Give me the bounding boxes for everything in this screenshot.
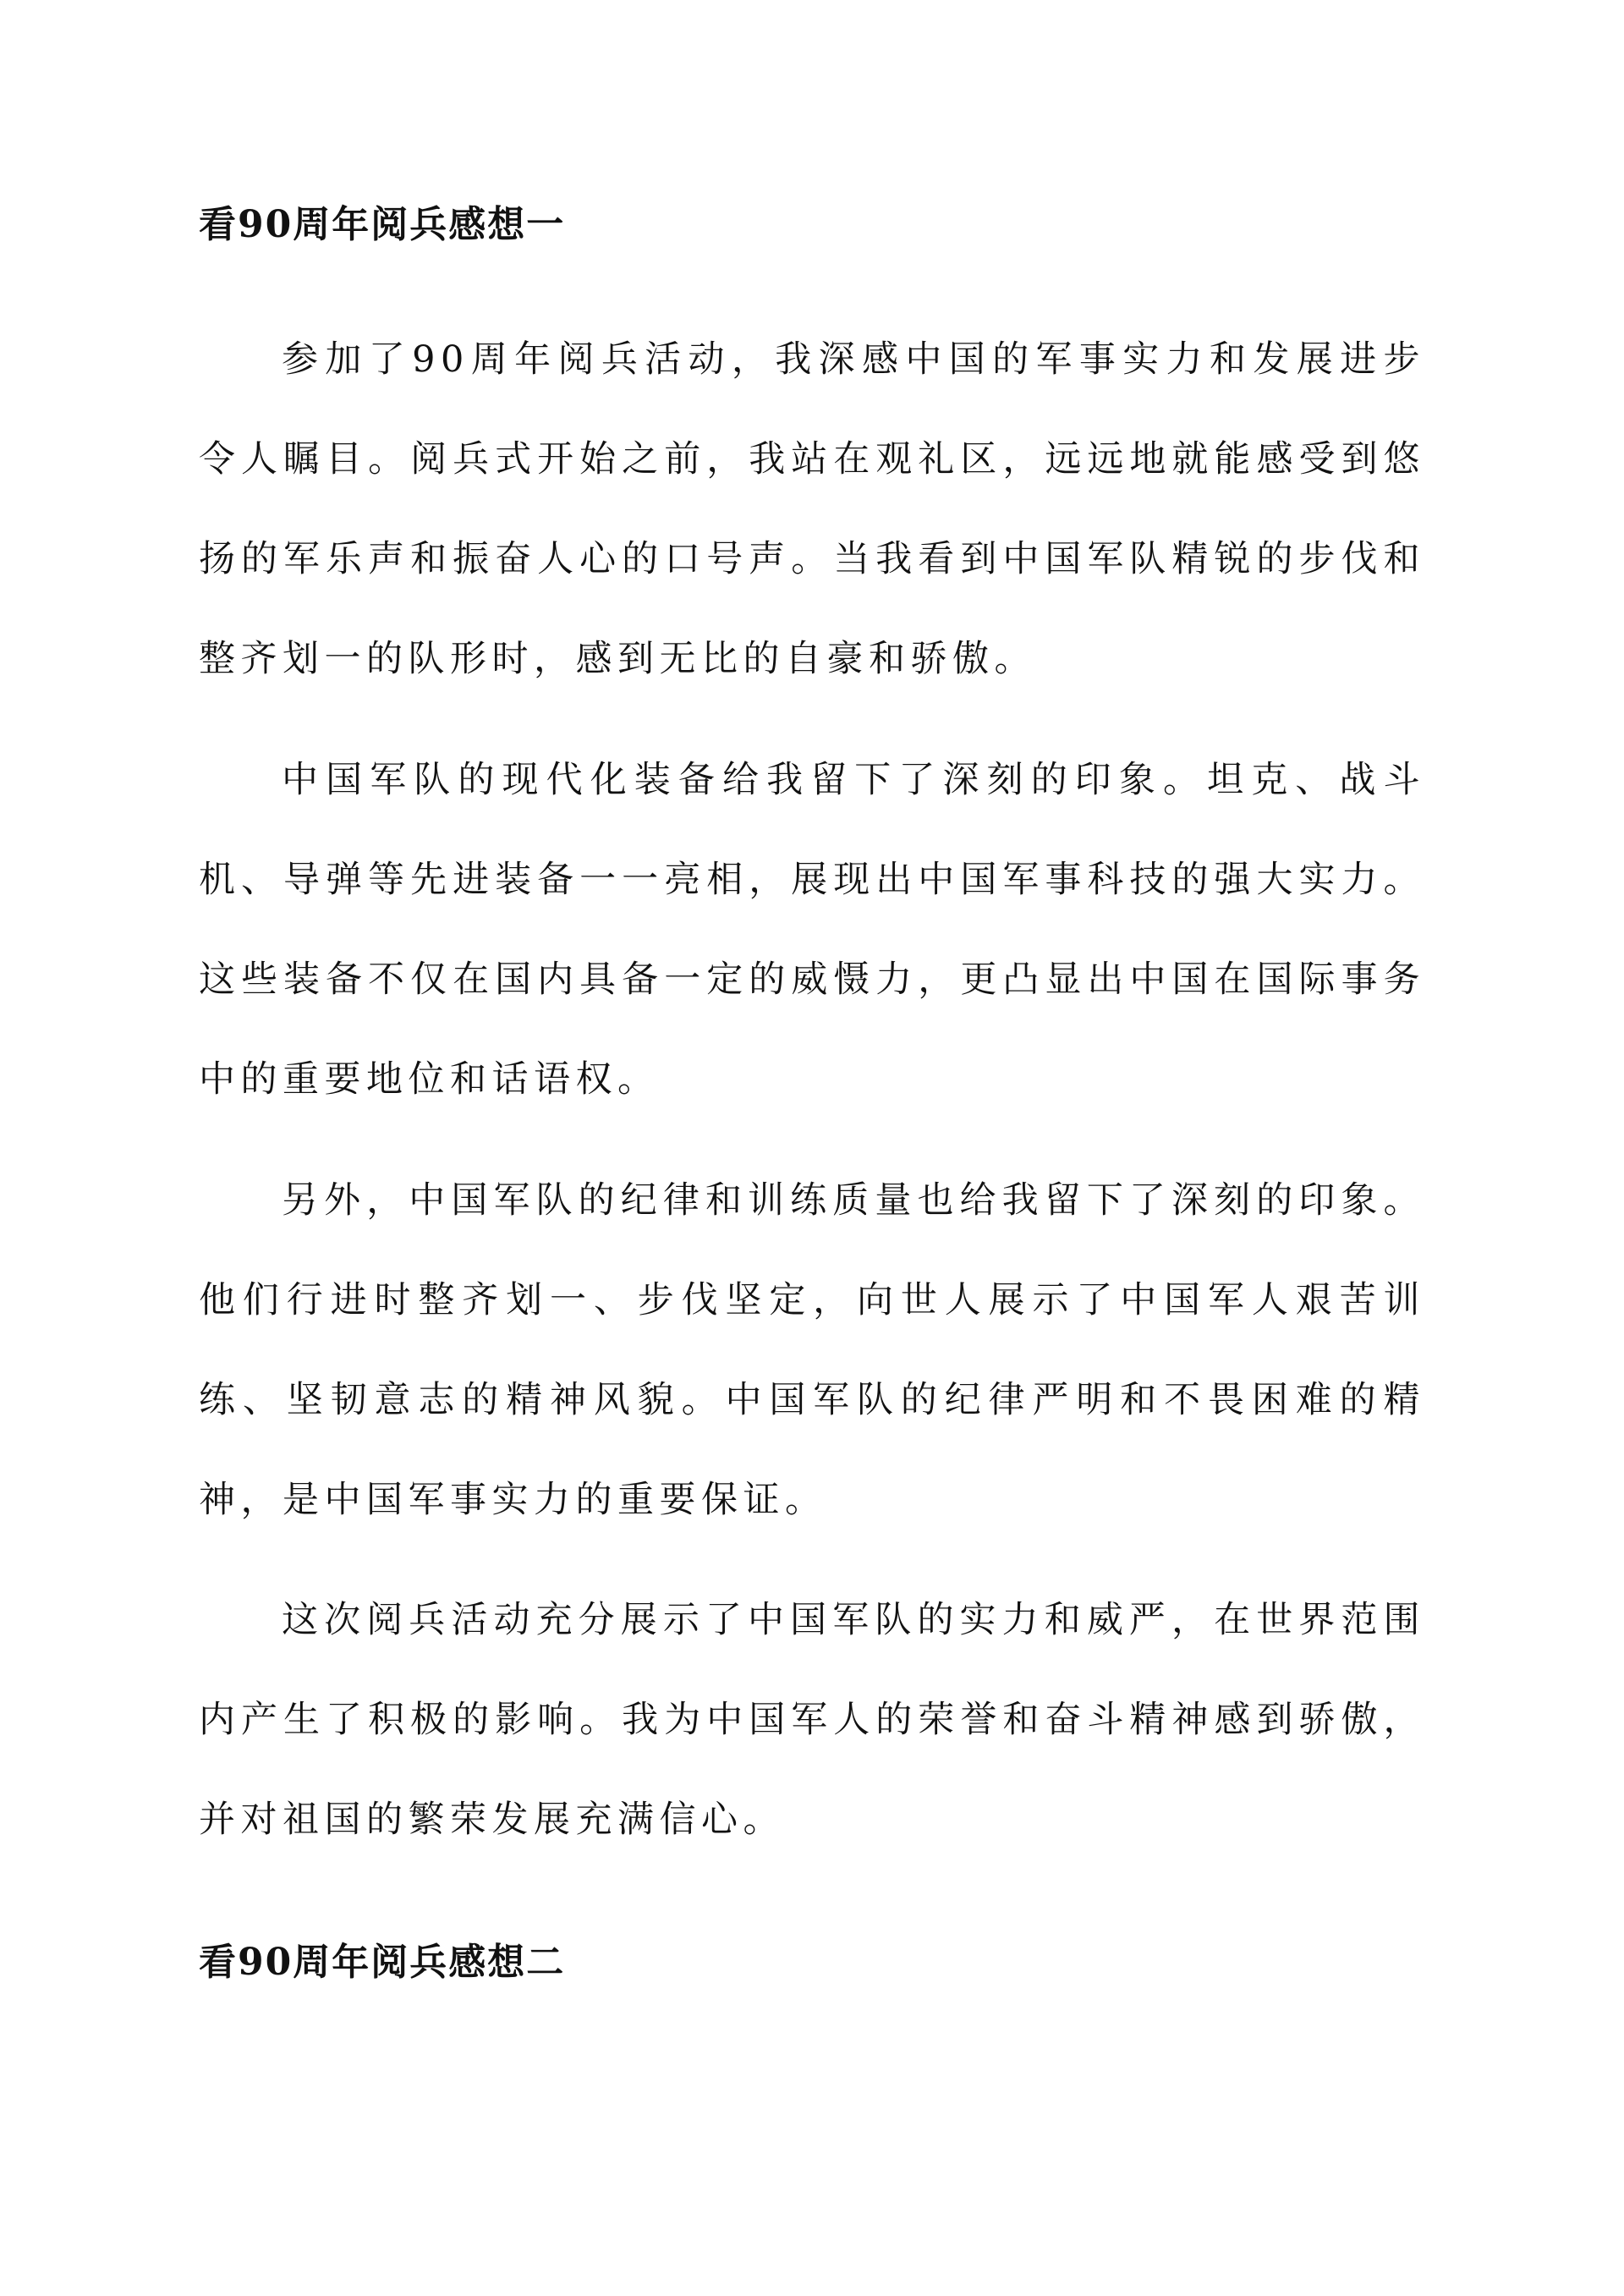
section-title-2: 看90周年阅兵感想二 [199, 1941, 566, 1984]
paragraph-4: 这次阅兵活动充分展示了中国军队的实力和威严，在世界范围内产生了积极的影响。我为中国军人的荣誉和奋斗精神感到骄傲，并对祖国的繁荣发展充满信心。 [199, 1599, 1425, 1841]
paragraph-3: 另外，中国军队的纪律和训练质量也给我留下了深刻的印象。他们行进时整齐划一、步伐坚定，向世人展示了中国军人艰苦训练、坚韧意志的精神风貌。中国军队的纪律严明和不畏困难的精神，是中国军事实力的重要保证。 [199, 1179, 1425, 1521]
paragraph-2: 中国军队的现代化装备给我留下了深刻的印象。坦克、战斗机、导弹等先进装备一一亮相，展现出中国军事科技的强大实力。这些装备不仅在国内具备一定的威慑力，更凸显出中国在国际事务中的重要地位和话语权。 [199, 759, 1425, 1101]
paragraph-1: 参加了90周年阅兵活动，我深感中国的军事实力和发展进步令人瞩目。阅兵式开始之前，我站在观礼区，远远地就能感受到悠扬的军乐声和振奋人心的口号声。当我看到中国军队精锐的步伐和整齐划一的队形时，感到无比的自豪和骄傲。 [199, 338, 1425, 680]
section-title-1: 看90周年阅兵感想一 [199, 203, 566, 246]
